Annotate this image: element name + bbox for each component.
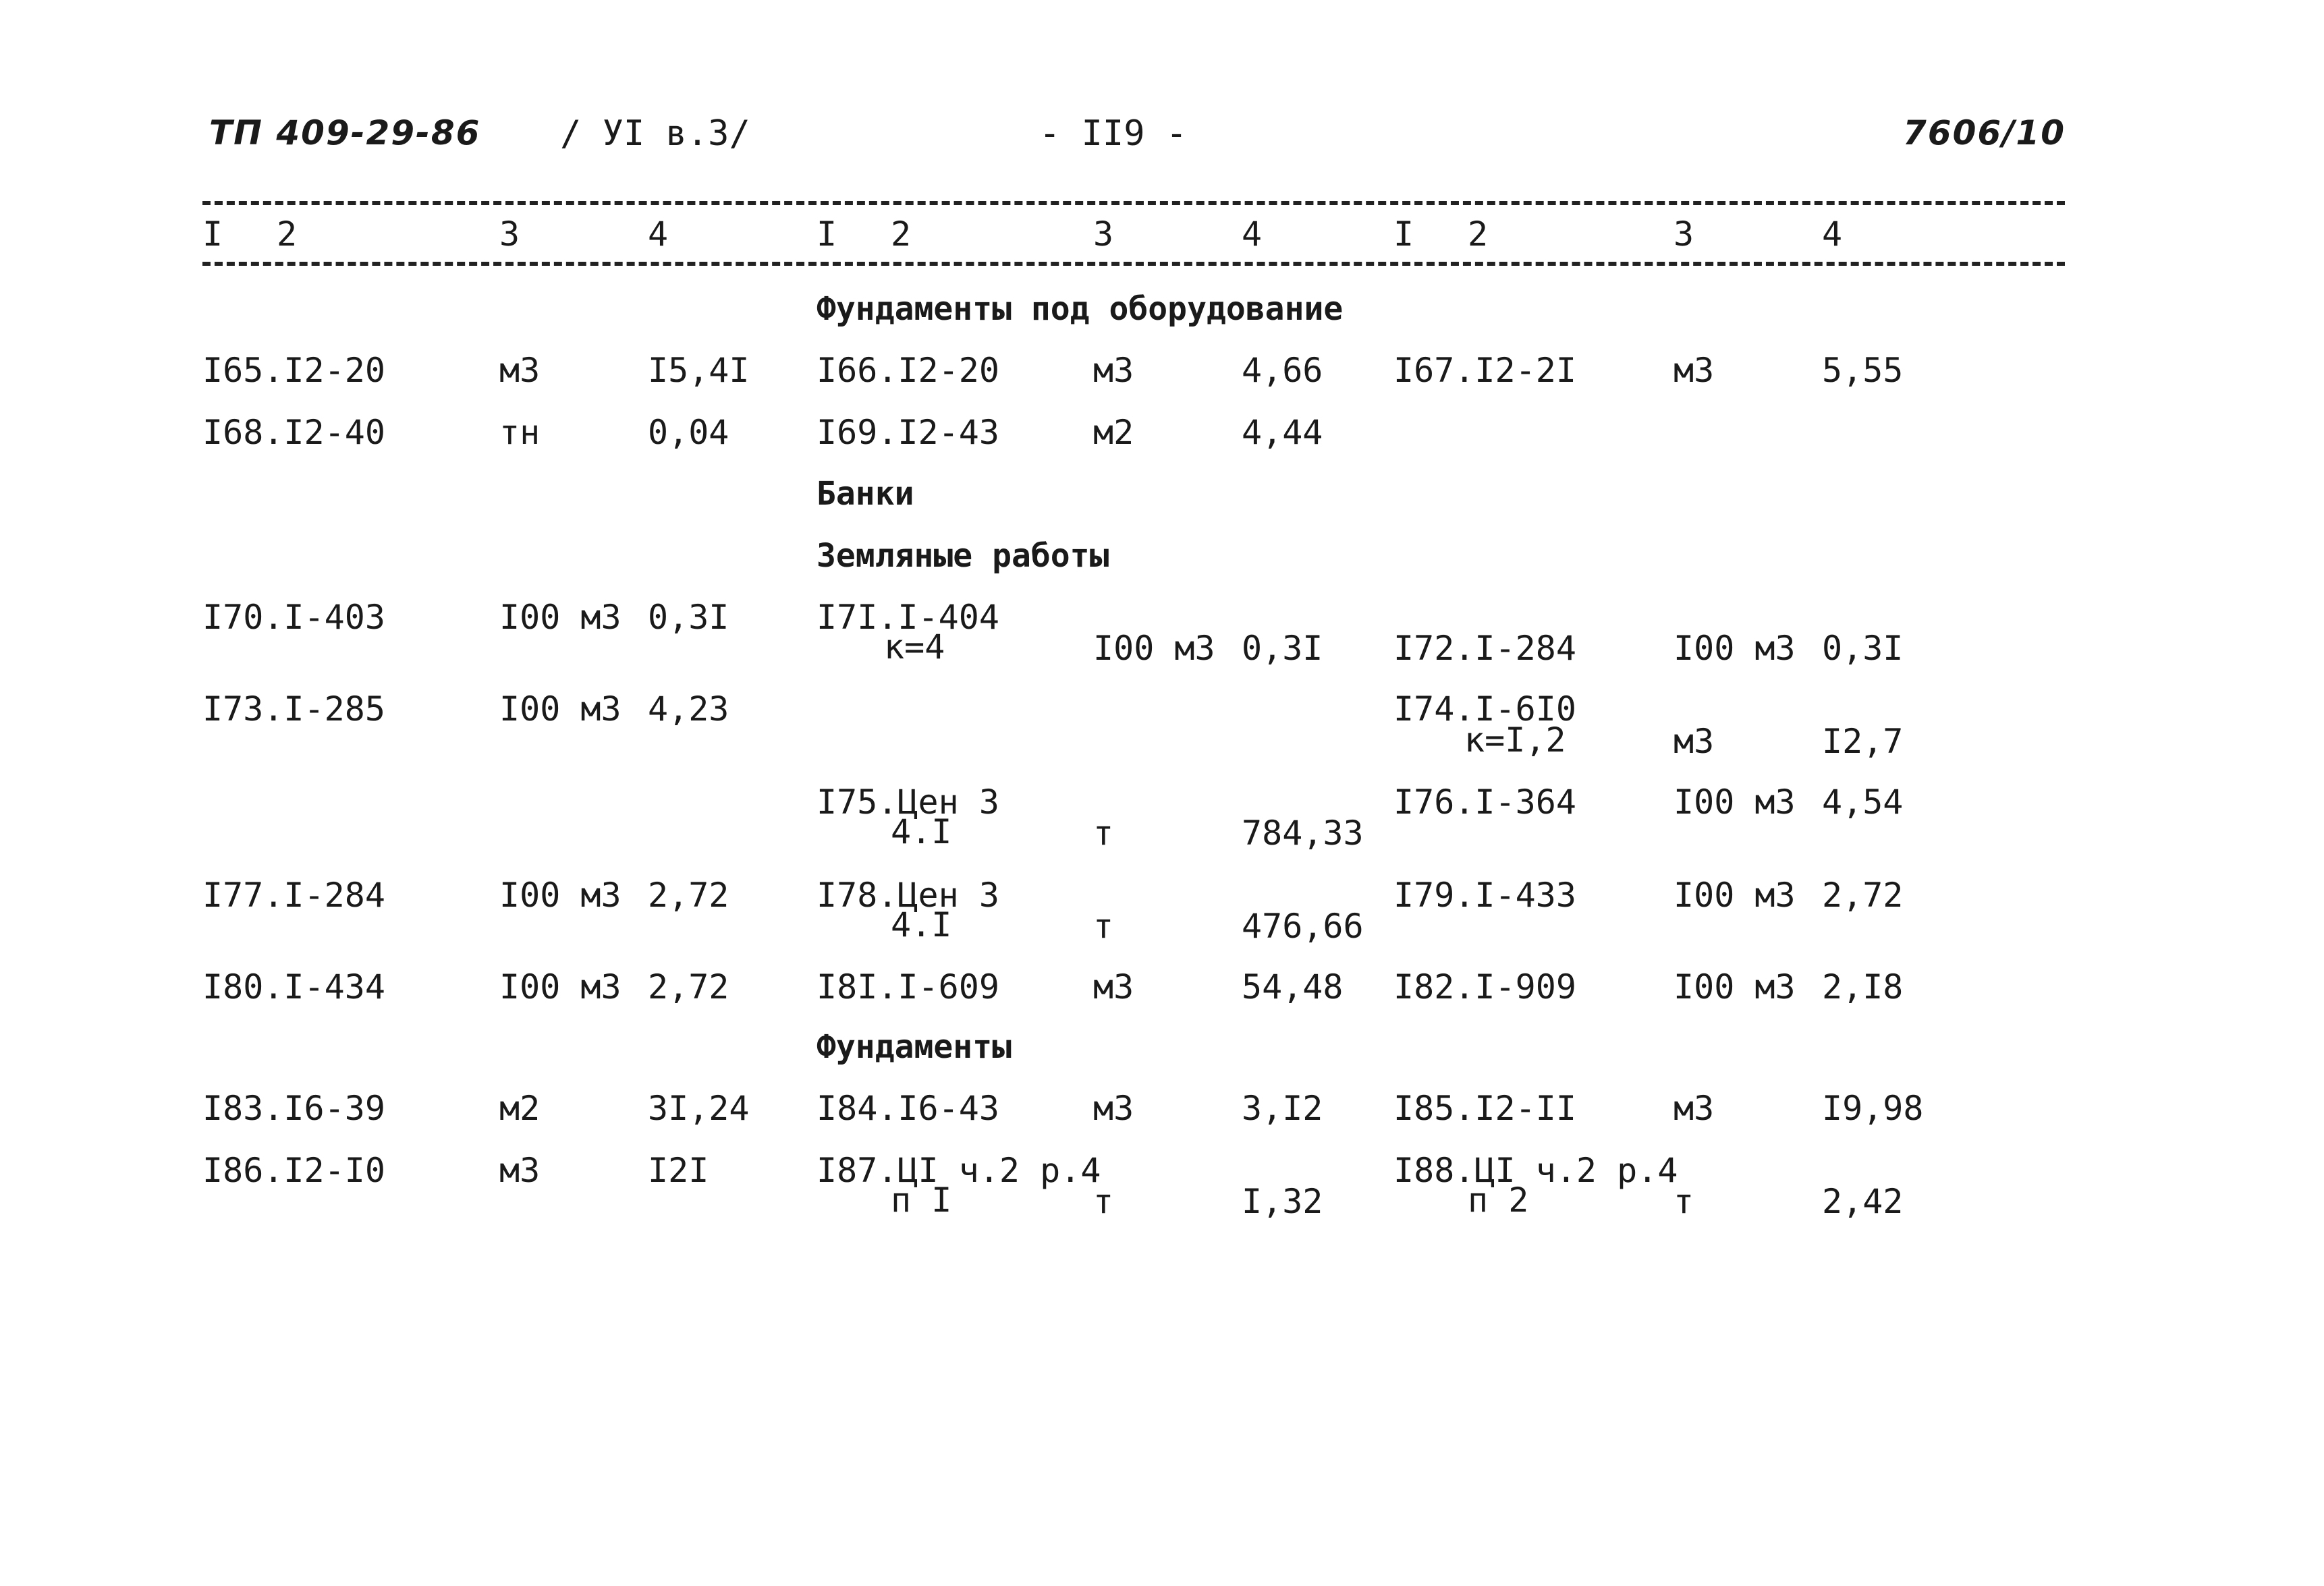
row-quantity: 2,72 [648,876,729,915]
row-code: I70.I-403 [202,598,385,637]
row-unit: т [1093,814,1114,853]
row-code: I74.I-6I0 [1393,689,1576,729]
section-title-foundations: Фундаменты [817,1028,1012,1066]
row-quantity: 476,66 [1242,907,1364,946]
row-code: I72.I-284 [1393,629,1576,668]
row-quantity: 0,3I [1242,629,1323,668]
row-code: I80.I-434 [202,967,385,1007]
row-unit: м3 [1093,351,1134,390]
section-title-tanks: Банки [817,475,914,513]
row-unit: м3 [1673,1089,1715,1128]
row-quantity: 4,54 [1822,783,1904,822]
row-unit: тн [499,413,541,452]
row-code: I84.I6-43 [817,1089,999,1128]
row-unit: I00 м3 [499,876,621,915]
column-header-3: 3 [1093,215,1114,254]
row-unit: т [1093,907,1114,946]
row-quantity: 0,3I [648,598,729,637]
row-quantity: 4,44 [1242,413,1323,452]
document-code: ТП 409-29-86 [209,113,481,152]
row-quantity: I9,98 [1822,1089,1924,1128]
row-code: I77.I-284 [202,876,385,915]
row-code: I68.I2-40 [202,413,385,452]
row-code: I65.I2-20 [202,351,385,390]
order-number: 7606/10 [1903,113,2066,152]
row-normative-ref: 4.I [891,905,952,944]
page-number: - II9 - [1039,113,1188,154]
row-quantity: 0,3I [1822,629,1904,668]
section-title-earthworks: Земляные работы [817,537,1109,575]
row-unit: I00 м3 [1093,629,1215,668]
column-header-2: 2 [891,215,912,254]
row-code: I73.I-285 [202,689,385,729]
row-code: I79.I-433 [1393,876,1576,915]
row-normative-ref: 4.I [891,812,952,851]
row-code: I85.I2-II [1393,1089,1576,1128]
row-quantity: 5,55 [1822,351,1904,390]
row-unit: м3 [1673,351,1715,390]
column-header-1: I [1393,215,1414,254]
header-rule-bottom [202,262,2065,266]
row-coefficient: к=I,2 [1464,720,1566,760]
row-unit: I00 м3 [1673,783,1796,822]
row-code: I66.I2-20 [817,351,999,390]
row-quantity: 2,I8 [1822,967,1904,1007]
row-quantity: I2,7 [1822,722,1904,761]
row-code: I67.I2-2I [1393,351,1576,390]
row-unit: м3 [499,351,541,390]
section-title-equipment-foundations: Фундаменты под оборудование [817,290,1344,328]
row-quantity: I,32 [1242,1182,1323,1221]
row-unit: I00 м3 [1673,876,1796,915]
row-quantity: 54,48 [1242,967,1344,1007]
row-unit: т [1673,1182,1694,1221]
row-unit: т [1093,1182,1114,1221]
row-quantity: 2,72 [648,967,729,1007]
column-header-3: 3 [1673,215,1694,254]
row-code: I86.I2-I0 [202,1151,385,1190]
column-header-2: 2 [1468,215,1489,254]
row-quantity: 784,33 [1242,814,1364,853]
row-quantity: 3,I2 [1242,1089,1323,1128]
volume-label: / УI в.3/ [560,113,750,154]
row-code: I69.I2-43 [817,413,999,452]
row-code: I88.ЦI ч.2 р.4 [1393,1151,1678,1190]
row-quantity: 4,23 [648,689,729,729]
column-header-4: 4 [1822,215,1843,254]
row-unit: I00 м3 [499,598,621,637]
row-quantity: I2I [648,1151,709,1190]
row-code: I7I.I-404 [817,598,999,637]
row-paragraph-ref: п I [891,1181,952,1220]
row-code: I75.Цен 3 [817,783,999,822]
column-header-1: I [202,215,223,254]
row-code: I87.ЦI ч.2 р.4 [817,1151,1101,1190]
row-unit: м3 [1093,1089,1134,1128]
row-unit: м3 [1673,722,1715,761]
column-header-2: 2 [277,215,298,254]
row-quantity: 2,42 [1822,1182,1904,1221]
row-code: I78.Цен 3 [817,876,999,915]
row-code: I8I.I-609 [817,967,999,1007]
row-unit: м2 [499,1089,541,1128]
row-code: I76.I-364 [1393,783,1576,822]
row-unit: I00 м3 [499,967,621,1007]
row-code: I83.I6-39 [202,1089,385,1128]
row-unit: м3 [499,1151,541,1190]
column-header-3: 3 [499,215,520,254]
column-header-4: 4 [1242,215,1263,254]
row-unit: м3 [1093,967,1134,1007]
row-quantity: 0,04 [648,413,729,452]
row-quantity: 3I,24 [648,1089,750,1128]
column-header-1: I [817,215,837,254]
row-quantity: I5,4I [648,351,750,390]
row-quantity: 4,66 [1242,351,1323,390]
row-coefficient: к=4 [884,627,945,667]
row-unit: м2 [1093,413,1134,452]
row-quantity: 2,72 [1822,876,1904,915]
row-unit: I00 м3 [1673,967,1796,1007]
row-unit: I00 м3 [1673,629,1796,668]
row-unit: I00 м3 [499,689,621,729]
column-header-4: 4 [648,215,669,254]
row-paragraph-ref: п 2 [1468,1181,1529,1220]
header-rule-top [202,201,2065,205]
row-code: I82.I-909 [1393,967,1576,1007]
